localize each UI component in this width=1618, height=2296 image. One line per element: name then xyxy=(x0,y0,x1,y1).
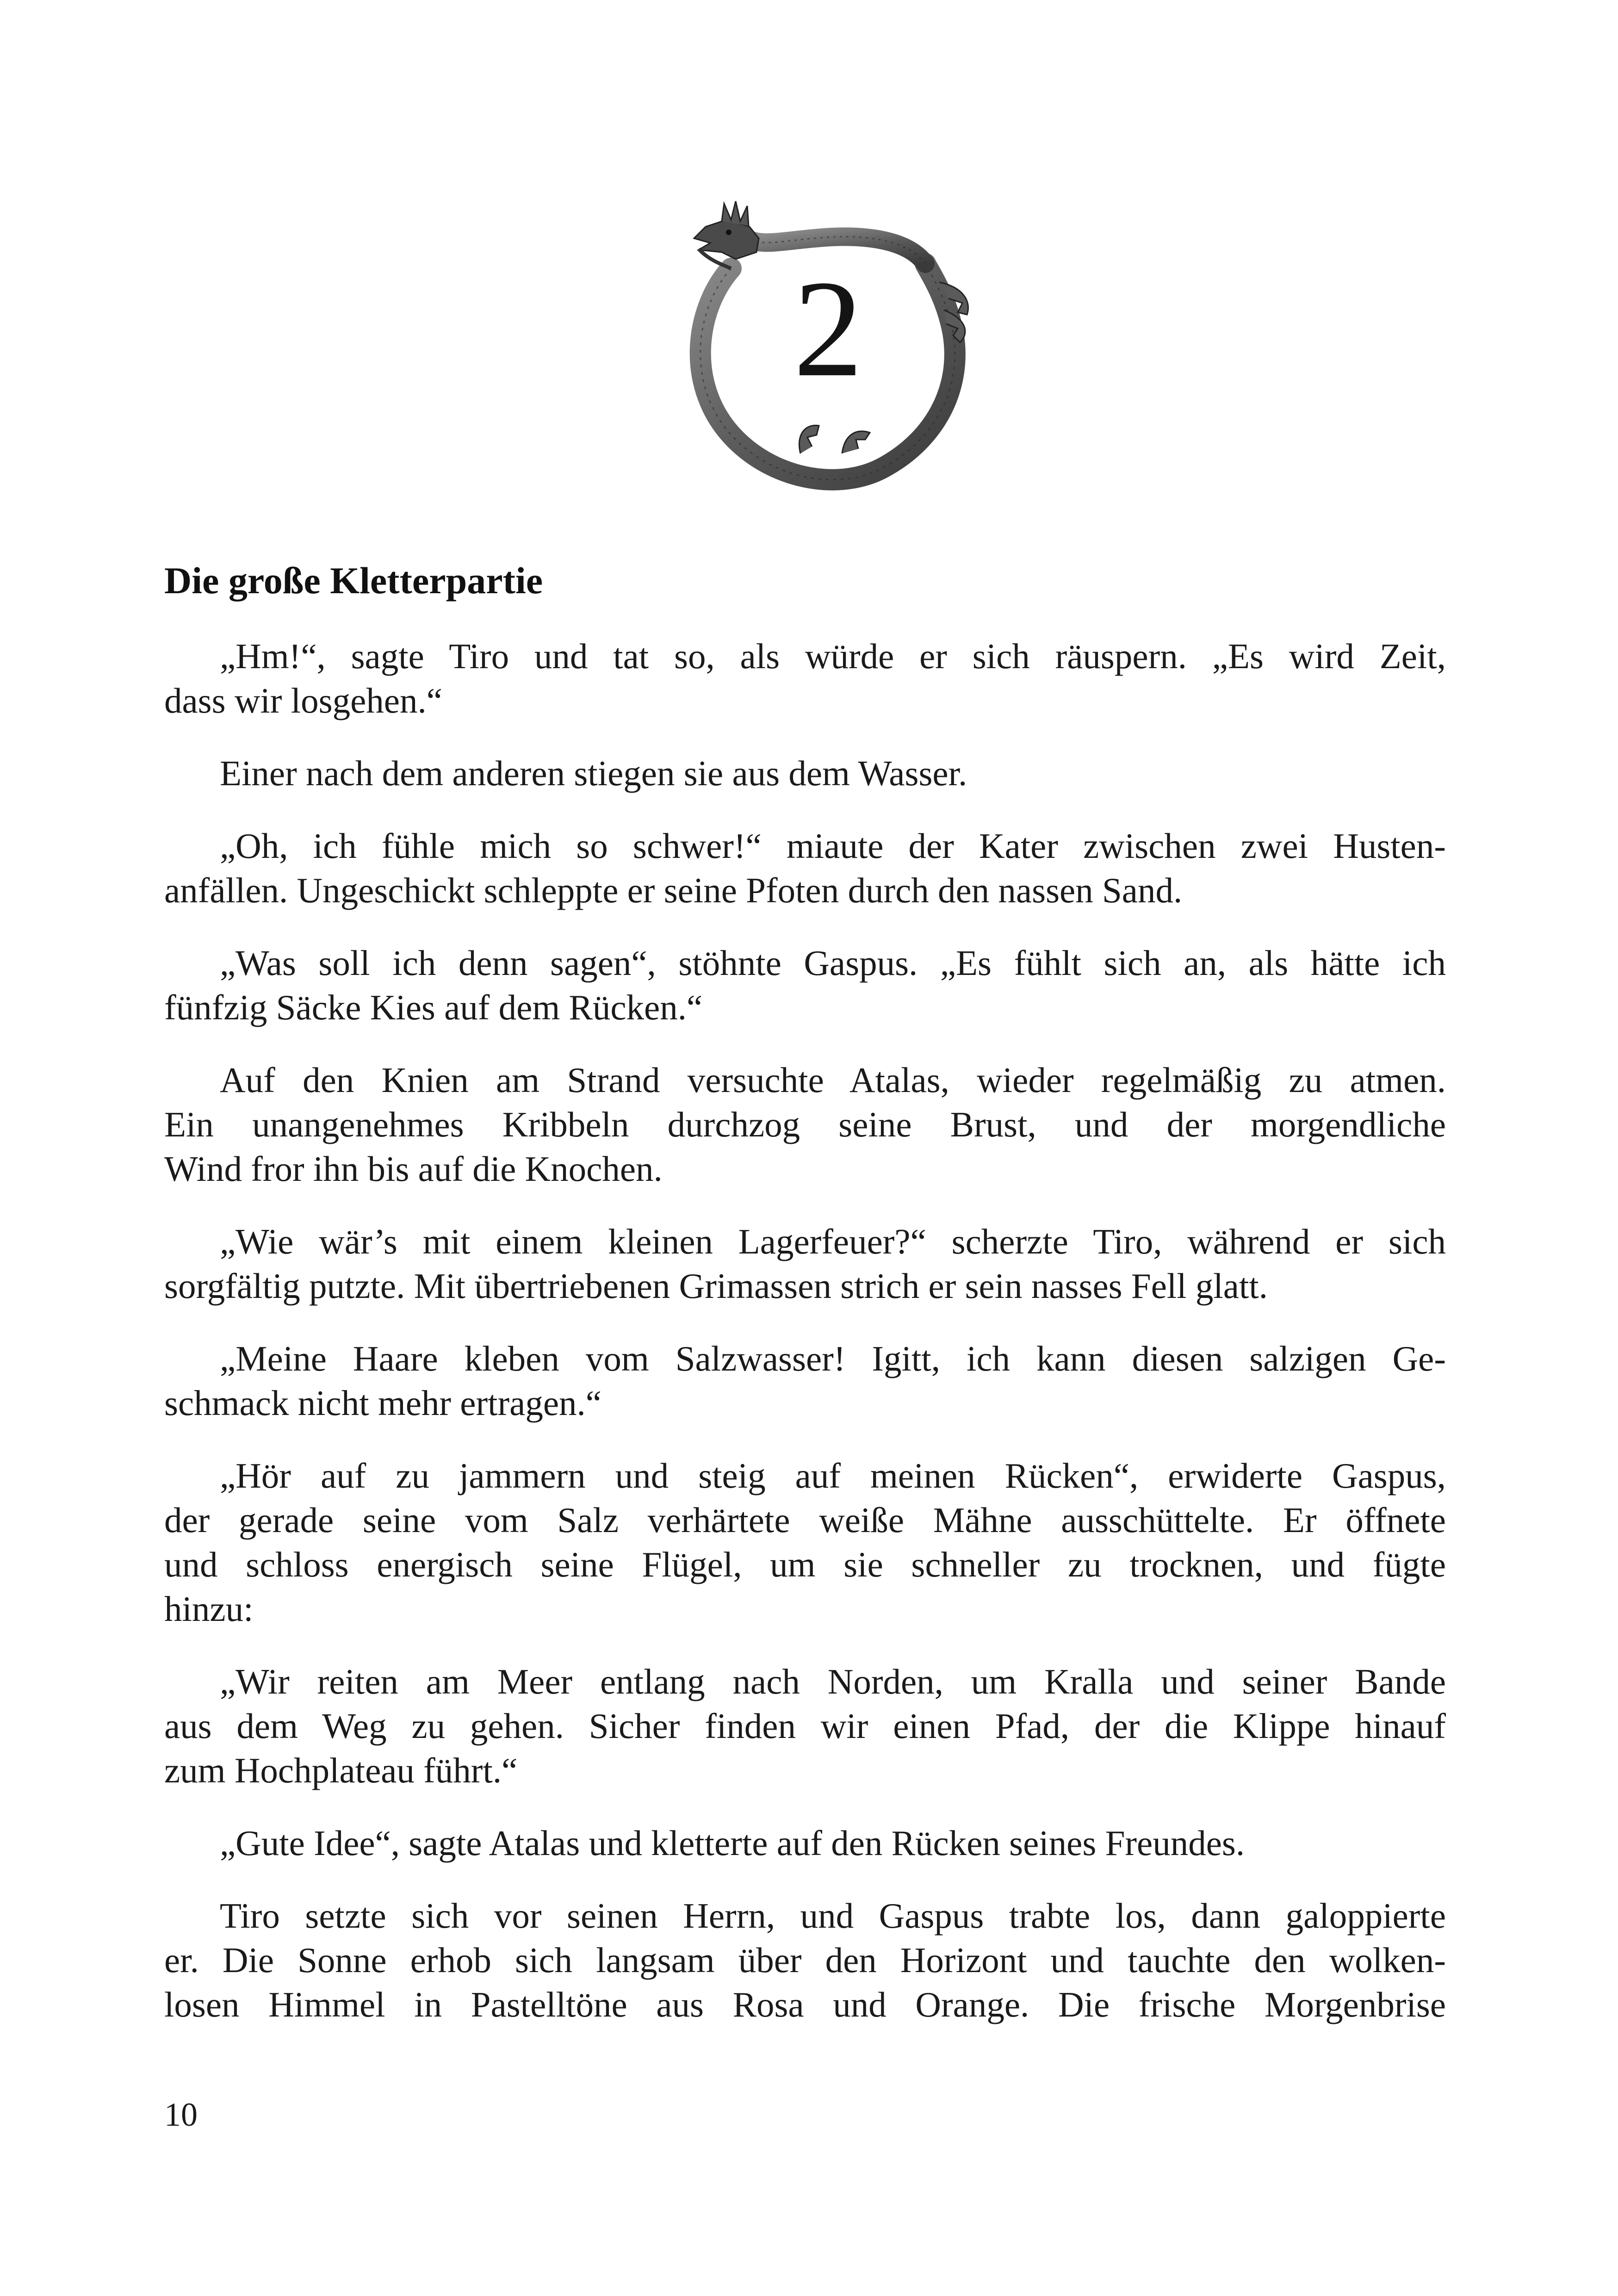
text-line: dass wir losgehen.“ xyxy=(164,681,442,720)
page-number: 10 xyxy=(164,2096,198,2133)
text-line: „Gute Idee“, sagte Atalas und kletterte auf den Rücken seines Freundes. xyxy=(220,1823,1245,1863)
paragraph xyxy=(164,634,1446,723)
paragraph xyxy=(164,1821,1446,1865)
paragraph xyxy=(164,751,1446,795)
text-line: anfällen. Ungeschickt schleppte er seine Pfoten durch den nassen Sand. xyxy=(164,870,1183,910)
paragraph xyxy=(164,1659,1446,1793)
text-line: „Wir reiten am Meer entlang nach Norden, um Kralla und seiner Bande xyxy=(220,1662,1446,1701)
text-line: „Wie wär’s mit einem kleinen Lagerfeuer?“ scherzte Tiro, während er sich xyxy=(220,1222,1446,1261)
text-line: Wind fror ihn bis auf die Knochen. xyxy=(164,1149,663,1189)
paragraph xyxy=(164,1893,1446,2027)
chapter-number: 2 xyxy=(794,252,863,405)
text-line: der gerade seine vom Salz verhärtete weiße Mähne ausschüttelte. Er öffnete xyxy=(164,1500,1446,1540)
chapter-body xyxy=(164,634,1446,2055)
text-line: „Meine Haare kleben vom Salzwasser! Igitt, ich kann diesen salzigen Ge- xyxy=(220,1339,1446,1378)
text-line: Auf den Knien am Strand versuchte Atalas, wieder regelmäßig zu atmen. xyxy=(220,1060,1446,1100)
text-line: schmack nicht mehr ertragen.“ xyxy=(164,1383,601,1423)
text-line: Tiro setzte sich vor seinen Herrn, und Gaspus trabte los, dann galoppierte xyxy=(220,1896,1446,1936)
chapter-title: Die große Kletterpartie xyxy=(164,559,543,602)
text-line: „Hm!“, sagte Tiro und tat so, als würde er sich räuspern. „Es wird Zeit, xyxy=(220,636,1446,676)
text-line: sorgfältig putzte. Mit übertriebenen Grimassen strich er sein nasses Fell glatt. xyxy=(164,1266,1268,1306)
paragraph xyxy=(164,1219,1446,1308)
text-line: „Was soll ich denn sagen“, stöhnte Gaspus. „Es fühlt sich an, als hätte ich xyxy=(220,943,1446,983)
text-line: hinzu: xyxy=(164,1589,254,1629)
text-line: er. Die Sonne erhob sich langsam über den Horizont und tauchte den wolken- xyxy=(164,1940,1446,1980)
paragraph xyxy=(164,1058,1446,1191)
text-line: „Hör auf zu jammern und steig auf meinen Rücken“, erwiderte Gaspus, xyxy=(220,1456,1446,1496)
text-line: zum Hochplateau führt.“ xyxy=(164,1750,518,1790)
text-line: losen Himmel in Pastelltöne aus Rosa und Orange. Die frische Morgenbrise xyxy=(164,1985,1446,2024)
text-line: Ein unangenehmes Kribbeln durchzog seine Brust, und der morgendliche xyxy=(164,1105,1446,1144)
text-line: „Oh, ich fühle mich so schwer!“ miaute der Kater zwischen zwei Husten- xyxy=(220,826,1446,866)
text-line: Einer nach dem anderen stiegen sie aus dem Wasser. xyxy=(220,753,967,793)
text-line: fünfzig Säcke Kies auf dem Rücken.“ xyxy=(164,987,703,1027)
paragraph xyxy=(164,1453,1446,1631)
text-line: und schloss energisch seine Flügel, um sie schneller zu trocknen, und fügte xyxy=(164,1545,1446,1584)
paragraph xyxy=(164,941,1446,1030)
paragraph xyxy=(164,1336,1446,1425)
text-line: aus dem Weg zu gehen. Sicher finden wir einen Pfad, der die Klippe hinauf xyxy=(164,1706,1446,1746)
paragraph xyxy=(164,824,1446,912)
